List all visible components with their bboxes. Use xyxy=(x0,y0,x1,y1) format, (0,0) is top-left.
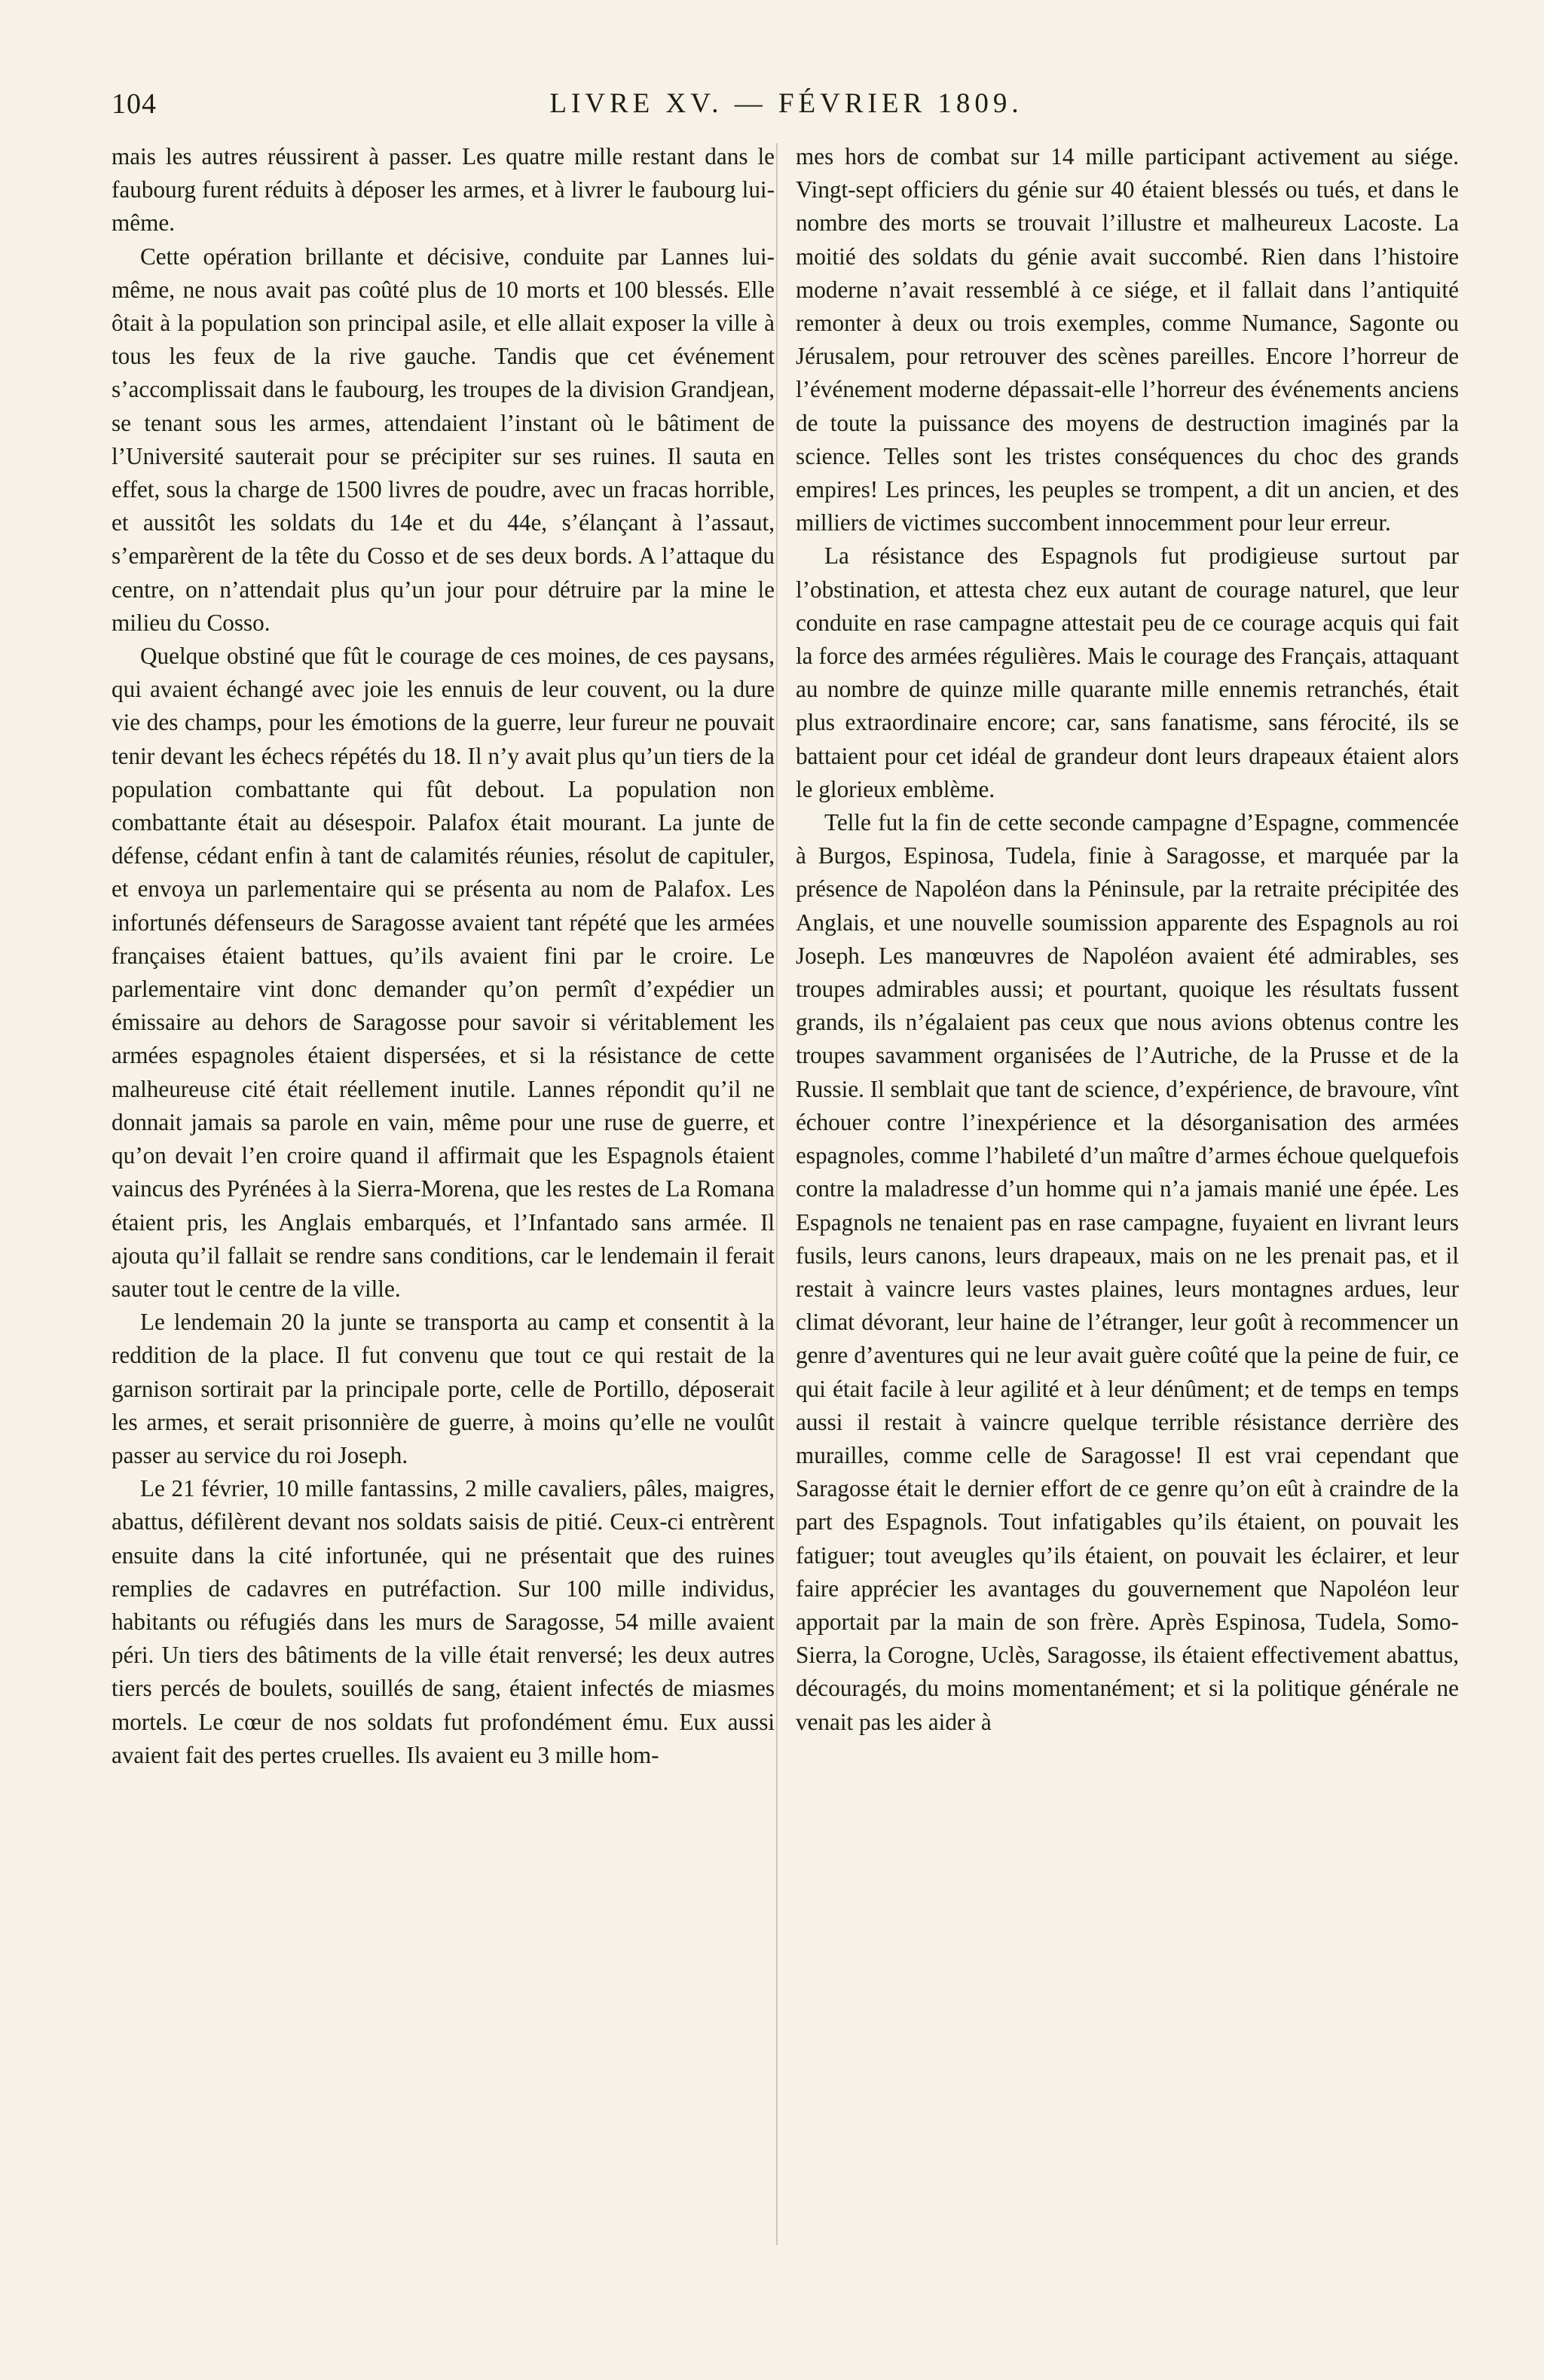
paragraph: Cette opération brillante et décisive, conduite par Lannes lui-même, ne nous avait pas coûté plus de 10 morts et 100 blessés. Elle ôtait à la population son principal asile, et elle allait exposer la ville à tous les feux de la rive gauche. Tandis que cet événement s’accomplissait dans le faubourg, les troupes de la division Grandjean, se tenant sous les armes, attendaient l’instant où le bâtiment de l’Université sauterait pour se précipiter sur ses ruines. Il sauta en effet, sous la charge de 1500 livres de poudre, avec un fracas horrible, et aussitôt les soldats du 14e et du 44e, s’élançant à l’assaut, s’emparèrent de la tête du Cosso et de ses deux bords. A l’attaque du centre, on n’attendait plus qu’un jour pour détruire par la mine le milieu du Cosso. xyxy=(112,243,775,636)
paragraph: mais les autres réussirent à passer. Les quatre mille restant dans le faubourg furent réduits à déposer les armes, et à livrer le faubourg lui-même. xyxy=(112,143,775,237)
page-header xyxy=(112,87,1461,133)
paragraph: Le lendemain 20 la junte se transporta au camp et consentit à la reddition de la place. Il fut convenu que tout ce qui restait de la garnison sortirait par la principale porte, celle de Portillo, déposerait les armes, et serait prisonnière de guerre, à moins qu’elle ne voulût passer au service du roi Joseph. xyxy=(112,1309,775,1468)
left-column xyxy=(112,140,775,1772)
right-column xyxy=(796,140,1459,1739)
running-head: LIVRE XV. — FÉVRIER 1809. xyxy=(549,88,1023,119)
column-divider xyxy=(776,143,778,2245)
page-number: 104 xyxy=(112,88,157,120)
paragraph: La résistance des Espagnols fut prodigieuse surtout par l’obstination, et attesta chez eux autant de courage naturel, que leur conduite en rase campagne attestait peu de ce courage acquis qui fait la force des armées régulières. Mais le courage des Français, attaquant au nombre de quinze mille quarante mille ennemis retranchés, était plus extraordinaire encore; car, sans fanatisme, sans férocité, ils se battaient pour cet idéal de grandeur dont leurs drapeaux étaient alors le glorieux emblème. xyxy=(796,542,1459,802)
paragraph: mes hors de combat sur 14 mille participant activement au siége. Vingt-sept officiers du génie sur 40 étaient blessés ou tués, et dans le nombre des morts se trouvait l’illustre et malheureux Lacoste. La moitié des soldats du génie avait succombé. Rien dans l’histoire moderne n’avait ressemblé à ce siége, et il fallait dans l’antiquité remonter à deux ou trois exemples, comme Numance, Sagonte ou Jérusalem, pour retrouver des scènes pareilles. Encore l’horreur de l’événement moderne dépassait-elle l’horreur des événements anciens de toute la puissance des moyens de destruction imaginés par la science. Telles sont les tristes conséquences du choc des grands empires! Les princes, les peuples se trompent, a dit un ancien, et des milliers de victimes succombent innocemment pour leur erreur. xyxy=(796,143,1459,536)
paragraph: Telle fut la fin de cette seconde campagne d’Espagne, commencée à Burgos, Espinosa, Tudela, finie à Saragosse, et marquée par la présence de Napoléon dans la Péninsule, par la retraite précipitée des Anglais, et une nouvelle soumission apparente des Espagnols au roi Joseph. Les manœuvres de Napoléon avaient été admirables, ses troupes admirables aussi; et pourtant, quoique les résultats fussent grands, ils n’égalaient pas ceux que nous avions obtenus contre les troupes savamment organisées de l’Autriche, de la Prusse et de la Russie. Il semblait que tant de science, d’expérience, de bravoure, vînt échouer contre l’inexpérience et la désorganisation des armées espagnoles, comme l’habileté d’un maître d’armes échoue quelquefois contre la maladresse d’un homme qui n’a jamais manié une épée. Les Espagnols ne tenaient pas en rase campagne, fuyaient en livrant leurs fusils, leurs canons, leurs drapeaux, mais on ne les prenait pas, et il restait à vaincre leurs vastes plaines, leurs montagnes ardues, leur climat dévorant, leur haine de l’étranger, leur goût à recommencer un genre d’aventures qui ne leur avait guère coûté que la peine de fuir, ce qui était facile à leur agilité et à leur dénûment; et de temps en temps aussi il restait à vaincre quelque terrible résistance derrière des murailles, comme celle de Saragosse! Il est vrai cependant que Saragosse était le dernier effort de ce genre qu’on eût à craindre de la part des Espagnols. Tout infatigables qu’ils étaient, on pouvait les fatiguer; tout aveugles qu’ils étaient, on pouvait les éclairer, et leur faire apprécier les avantages du gouvernement que Napoléon leur apportait par la main de son frère. Après Espinosa, Tudela, Somo-Sierra, la Corogne, Uclès, Saragosse, ils étaient effectivement abattus, découragés, du moins momentanément; et si la politique générale ne venait pas les aider à xyxy=(796,809,1459,1735)
paragraph: Quelque obstiné que fût le courage de ces moines, de ces paysans, qui avaient échangé avec joie les ennuis de leur couvent, ou la dure vie des champs, pour les émotions de la guerre, leur fureur ne pouvait tenir devant les échecs répétés du 18. Il n’y avait plus qu’un tiers de la population combattante qui fût debout. La population non combattante était au désespoir. Palafox était mourant. La junte de défense, cédant enfin à tant de calamités réunies, résolut de capituler, et envoya un parlementaire qui se présenta au nom de Palafox. Les infortunés défenseurs de Saragosse avaient tant répété que les armées françaises étaient battues, qu’ils avaient fini par le croire. Le parlementaire vint donc demander qu’on permît d’expédier un émissaire au dehors de Saragosse pour savoir si véritablement les armées espagnoles étaient dispersées, et si la résistance de cette malheureuse cité était réellement inutile. Lannes répondit qu’il ne donnait jamais sa parole en vain, même pour une ruse de guerre, et qu’on devait l’en croire quand il affirmait que les Espagnols étaient vaincus des Pyrénées à la Sierra-Morena, que les restes de La Romana étaient pris, les Anglais embarqués, et l’Infantado sans armée. Il ajouta qu’il fallait se rendre sans conditions, car le lendemain il ferait sauter tout le centre de la ville. xyxy=(112,643,775,1302)
paragraph: Le 21 février, 10 mille fantassins, 2 mille cavaliers, pâles, maigres, abattus, défilèrent devant nos soldats saisis de pitié. Ceux-ci entrèrent ensuite dans la cité infortunée, qui ne présentait que des ruines remplies de cadavres en putréfaction. Sur 100 mille individus, habitants ou réfugiés dans les murs de Saragosse, 54 mille avaient péri. Un tiers des bâtiments de la ville était renversé; les deux autres tiers percés de boulets, souillés de sang, étaient infectés de miasmes mortels. Le cœur de nos soldats fut profondément ému. Eux aussi avaient fait des pertes cruelles. Ils avaient eu 3 mille hom- xyxy=(112,1475,775,1768)
